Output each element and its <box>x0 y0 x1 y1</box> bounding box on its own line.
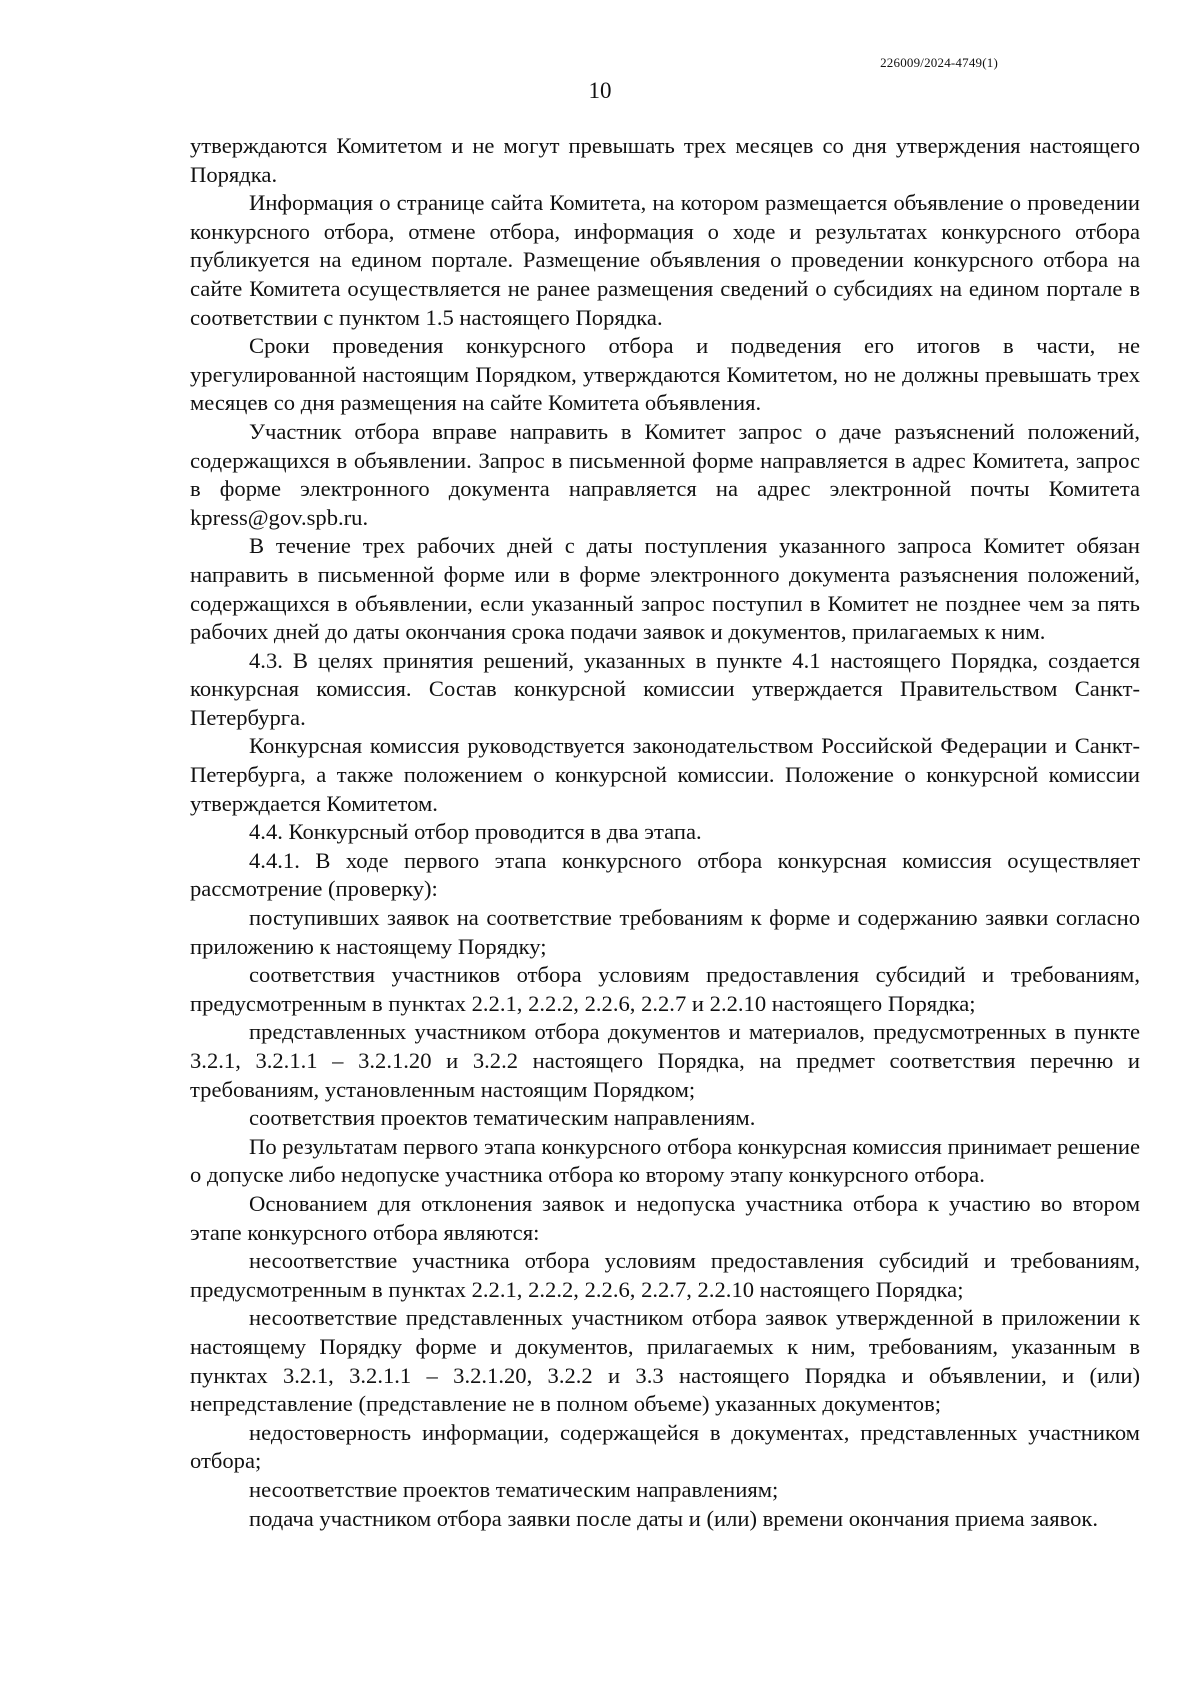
paragraph-deadlines: Сроки проведения конкурсного отбора и подведения его итогов в части, не урегулированной настоящим Порядком, утверждаются Комитетом, но не должны превышать трех месяцев со дня размещения на сайте Комитета объявления. <box>190 333 1140 416</box>
paragraph-4-4-1-first-stage: 4.4.1. В ходе первого этапа конкурсного отбора конкурсная комиссия осуществляет рассмотрение (проверку): <box>190 847 1140 902</box>
list-item-applications-check: поступивших заявок на соответствие требованиям к форме и содержанию заявки согласно приложению к настоящему Порядку; <box>190 905 1140 959</box>
document-body <box>190 132 1140 1533</box>
paragraph-clarification-request: Участник отбора вправе направить в Комитет запрос о даче разъяснений положений, содержащихся в объявлении. Запрос в письменной форме направляется в адрес Комитета, запрос в форме электронного документа направляется на адрес электронной почты Комитета kpress@gov.spb.ru. <box>190 418 1140 530</box>
list-item-project-mismatch: несоответствие проектов тематическим направлениям; <box>249 1476 779 1502</box>
paragraph-commission-regulations: Конкурсная комиссия руководствуется законодательством Российской Федерации и Санкт-Петербурга, а также положением о конкурсной комиссии. Положение о конкурсной комиссии утверждается Комитетом. <box>190 733 1140 816</box>
paragraph-first-stage-results: По результатам первого этапа конкурсного отбора конкурсная комиссия принимает решение о допуске либо недопуске участника отбора ко второму этапу конкурсного отбора. <box>190 1133 1140 1188</box>
list-item-participant-mismatch: несоответствие участника отбора условиям предоставления субсидий и требованиям, предусмотренным в пунктах 2.2.1, 2.2.2, 2.2.6, 2.2.7, 2.2.10 настоящего Порядка; <box>190 1248 1140 1302</box>
list-item-thematic-directions: соответствия проектов тематическим направлениям. <box>249 1105 756 1131</box>
paragraph-clarification-response: В течение трех рабочих дней с даты поступления указанного запроса Комитет обязан направить в письменной форме или в форме электронного документа разъяснения положений, содержащихся в объявлении, если указанный запрос поступил в Комитет не позднее чем за пять рабочих дней до даты окончания срока подачи заявок и документов, прилагаемых к ним. <box>190 533 1140 645</box>
list-item-application-form-mismatch: несоответствие представленных участником отбора заявок утвержденной в приложении к настоящему Порядку форме и документов, прилагаемых к ним, требованиям, указанным в пунктах 3.2.1, 3.2.1.1 – 3.2.1.20, 3.2.2 и 3.3 настоящего Порядка и объявлении, и (или) непредставление (представление не в полном объеме) указанных документов; <box>190 1305 1140 1417</box>
page-number: 10 <box>588 78 612 103</box>
list-item-false-information: недостоверность информации, содержащейся в документах, представленных участником отбора; <box>190 1419 1140 1474</box>
paragraph-website-info: Информация о странице сайта Комитета, на котором размещается объявление о проведении конкурсного отбора, отмене отбора, информация о ходе и результатах конкурсного отбора публикуется на едином портале. Размещение объявления о проведении конкурсного отбора на сайте Комитета осуществляется не ранее размещения сведений о субсидиях на едином портале в соответствии с пунктом 1.5 настоящего Порядка. <box>190 190 1140 330</box>
paragraph-4-3-commission: 4.3. В целях принятия решений, указанных в пункте 4.1 настоящего Порядка, создается конкурсная комиссия. Состав конкурсной комиссии утверждается Правительством Санкт-Петербурга. <box>190 647 1140 730</box>
list-item-documents-check: представленных участником отбора документов и материалов, предусмотренных в пункте 3.2.1, 3.2.1.1 – 3.2.1.20 и 3.2.2 настоящего Порядка, на предмет соответствия перечню и требованиям, установленным настоящим Порядком; <box>190 1019 1140 1102</box>
document-registration-number: 226009/2024-4749(1) <box>880 55 998 70</box>
paragraph-continuation: утверждаются Комитетом и не могут превышать трех месяцев со дня утверждения настоящего Порядка. <box>190 133 1140 187</box>
paragraph-4-4-two-stages: 4.4. Конкурсный отбор проводится в два этапа. <box>249 819 702 845</box>
list-item-participant-conditions: соответствия участников отбора условиям предоставления субсидий и требованиям, предусмотренным в пунктах 2.2.1, 2.2.2, 2.2.6, 2.2.7 и 2.2.10 настоящего Порядка; <box>190 962 1140 1016</box>
paragraph-rejection-grounds: Основанием для отклонения заявок и недопуска участника отбора к участию во втором этапе конкурсного отбора являются: <box>190 1190 1140 1245</box>
list-item-late-submission: подача участником отбора заявки после даты и (или) времени окончания приема заявок. <box>249 1505 1099 1531</box>
